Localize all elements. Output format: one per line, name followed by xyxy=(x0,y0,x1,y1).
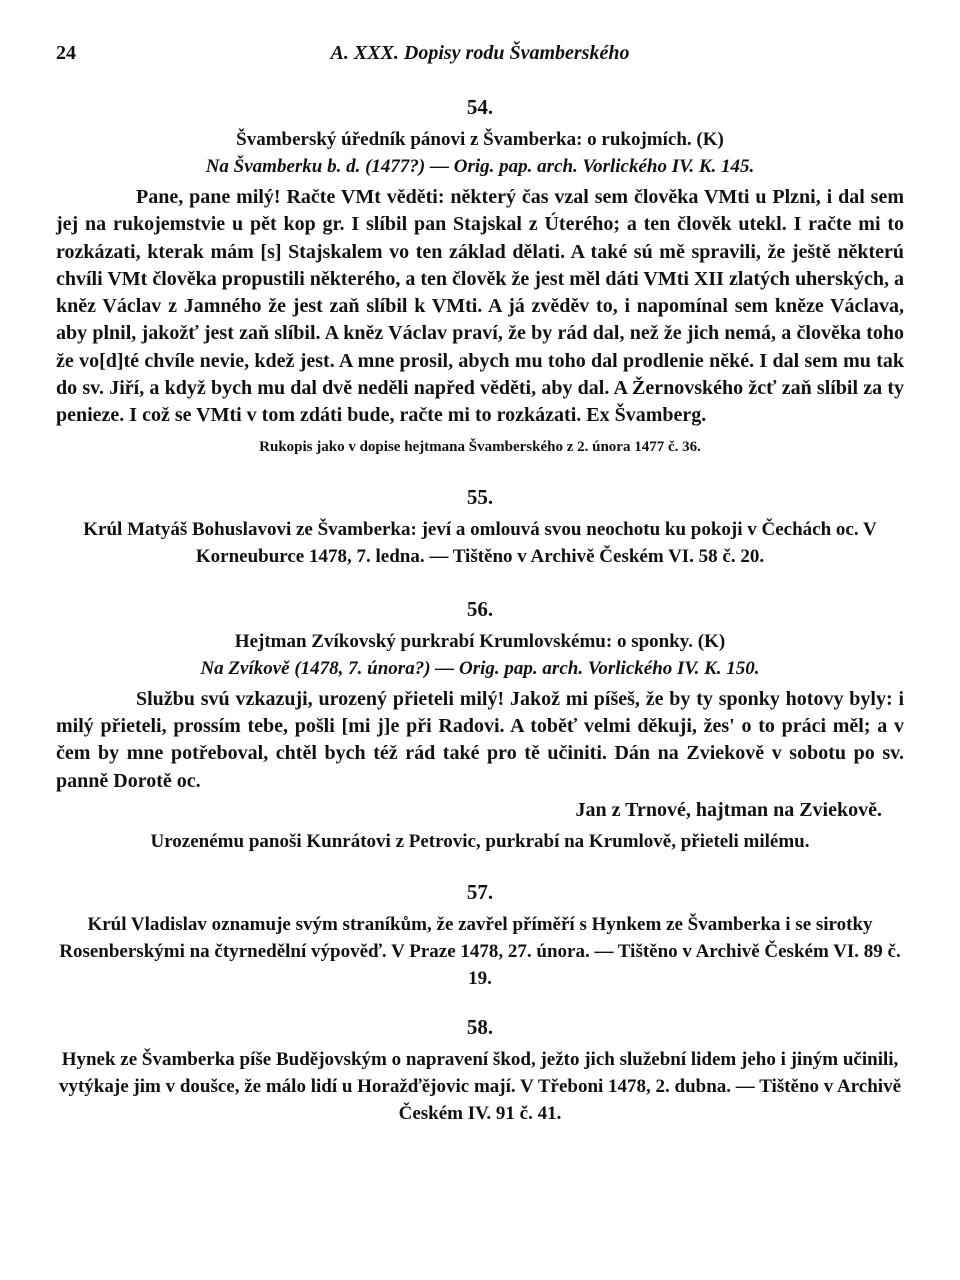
entry-56 xyxy=(56,594,904,857)
entry-number: 55. xyxy=(466,484,494,509)
entry-number: 54. xyxy=(466,95,494,119)
page-body xyxy=(56,92,904,1127)
page-number: 24 xyxy=(56,42,76,64)
running-title: A. XXX. Dopisy rodu Švamberského xyxy=(330,42,630,64)
entry-source: Na Zvíkově (1478, 7. února?) — Orig. pap. arch. Vorlického IV. K. 150. xyxy=(200,657,760,679)
letter-signature: Jan z Trnové, hajtman na Zviekově. xyxy=(575,798,882,821)
entry-57 xyxy=(56,877,904,992)
entry-regest: Krúl Matyáš Bohuslavovi ze Švamberka: jeví a omlouvá svou neochotu ku pokoji v Čechách oc. V Korneuburce 1478, 7. ledna. — Tištěno v Archivě Českém VI. 58 č. 20. xyxy=(83,518,877,567)
entry-number: 56. xyxy=(466,596,494,621)
entry-regest: Krúl Vladislav oznamuje svým straníkům, že zavřel příměří s Hynkem ze Švamberka i se sirotky Rosenberskými na čtyrnedělní výpověď. V Praze 1478, 27. února. — Tištěno v Archivě Českém VI. 89 č. 19. xyxy=(59,913,901,989)
entry-55 xyxy=(56,482,904,570)
page-header xyxy=(56,42,904,74)
entry-number: 57. xyxy=(466,879,494,904)
entry-54 xyxy=(56,92,904,458)
entry-regest: Hynek ze Švamberka píše Budějovským o napravení škod, ježto jich služební lidem jeho i jiným učinili, vytýkaje jim v doušce, že málo lidí u Horažďějovic mají. V Třeboni 1478, 2. dubna. — Tištěno v Archivě Českém IV. 91 č. 41. xyxy=(58,1048,902,1124)
manuscript-note: Rukopis jako v dopise hejtmana Švamberského z 2. února 1477 č. 36. xyxy=(259,438,701,455)
entry-number: 58. xyxy=(466,1014,494,1039)
letter-address: Urozenému panoši Kunrátovi z Petrovic, purkrabí na Krumlově, přieteli milému. xyxy=(150,830,810,852)
entry-regest: Švamberský úředník pánovi z Švamberka: o rukojmích. (K) xyxy=(236,129,724,150)
letter-text: Službu svú vzkazuji, urozený přieteli milý! Jakož mi píšeš, že by ty sponky hotovy byly: i milý přieteli, prossím tebe, pošli [mi j]e při Radovi. A toběť velmi děkuji, žes' o to práci měl; a v čem by mne potřeboval, chtěl bych též rád také pro tě učiniti. Dán na Zviekově v sobotu po sv. panně Dorotě oc. xyxy=(56,687,904,792)
entry-58 xyxy=(56,1012,904,1127)
entry-source: Na Švamberku b. d. (1477?) — Orig. pap. arch. Vorlického IV. K. 145. xyxy=(205,156,755,177)
letter-text: Pane, pane milý! Račte VMt věděti: některý čas vzal sem člověka VMti u Plzni, i dal sem jej na rukojemstvie u pět kop gr. I slíbil pan Stajskal z Úterého; a ten člověk utekl. I račte mi to rozkázati, kterak mám [s] Stajskalem vo ten základ dělati. A také sú mě spravili, že ještě některú chvíli VMt člověka propustili některého, a ten člověk že jest měl dáti VMti XII zlatých uherských, a kněz Václav z Jamného že jest zaň slíbil k VMti. A já zvěděv to, i napomínal sem kněze Václava, aby plnil, jakožť jest zaň slíbil. A kněz Václav praví, že by rád dal, než že jich nemá, a člověka toho že vo[d]té chvíle nevie, kdež jest. A mne prosil, abych mu toho dal prodlenie něké. I dal sem mu tak do sv. Jiří, a když bych mu dal dvě neděli napřed věděti, aby dal. A Žernovského žcť zaň slíbil za ty penieze. I což se VMti v tom zdáti bude, račte mi to rozkázati. Ex Švamberg. xyxy=(56,186,904,427)
entry-regest: Hejtman Zvíkovský purkrabí Krumlovskému: o sponky. (K) xyxy=(234,630,726,652)
